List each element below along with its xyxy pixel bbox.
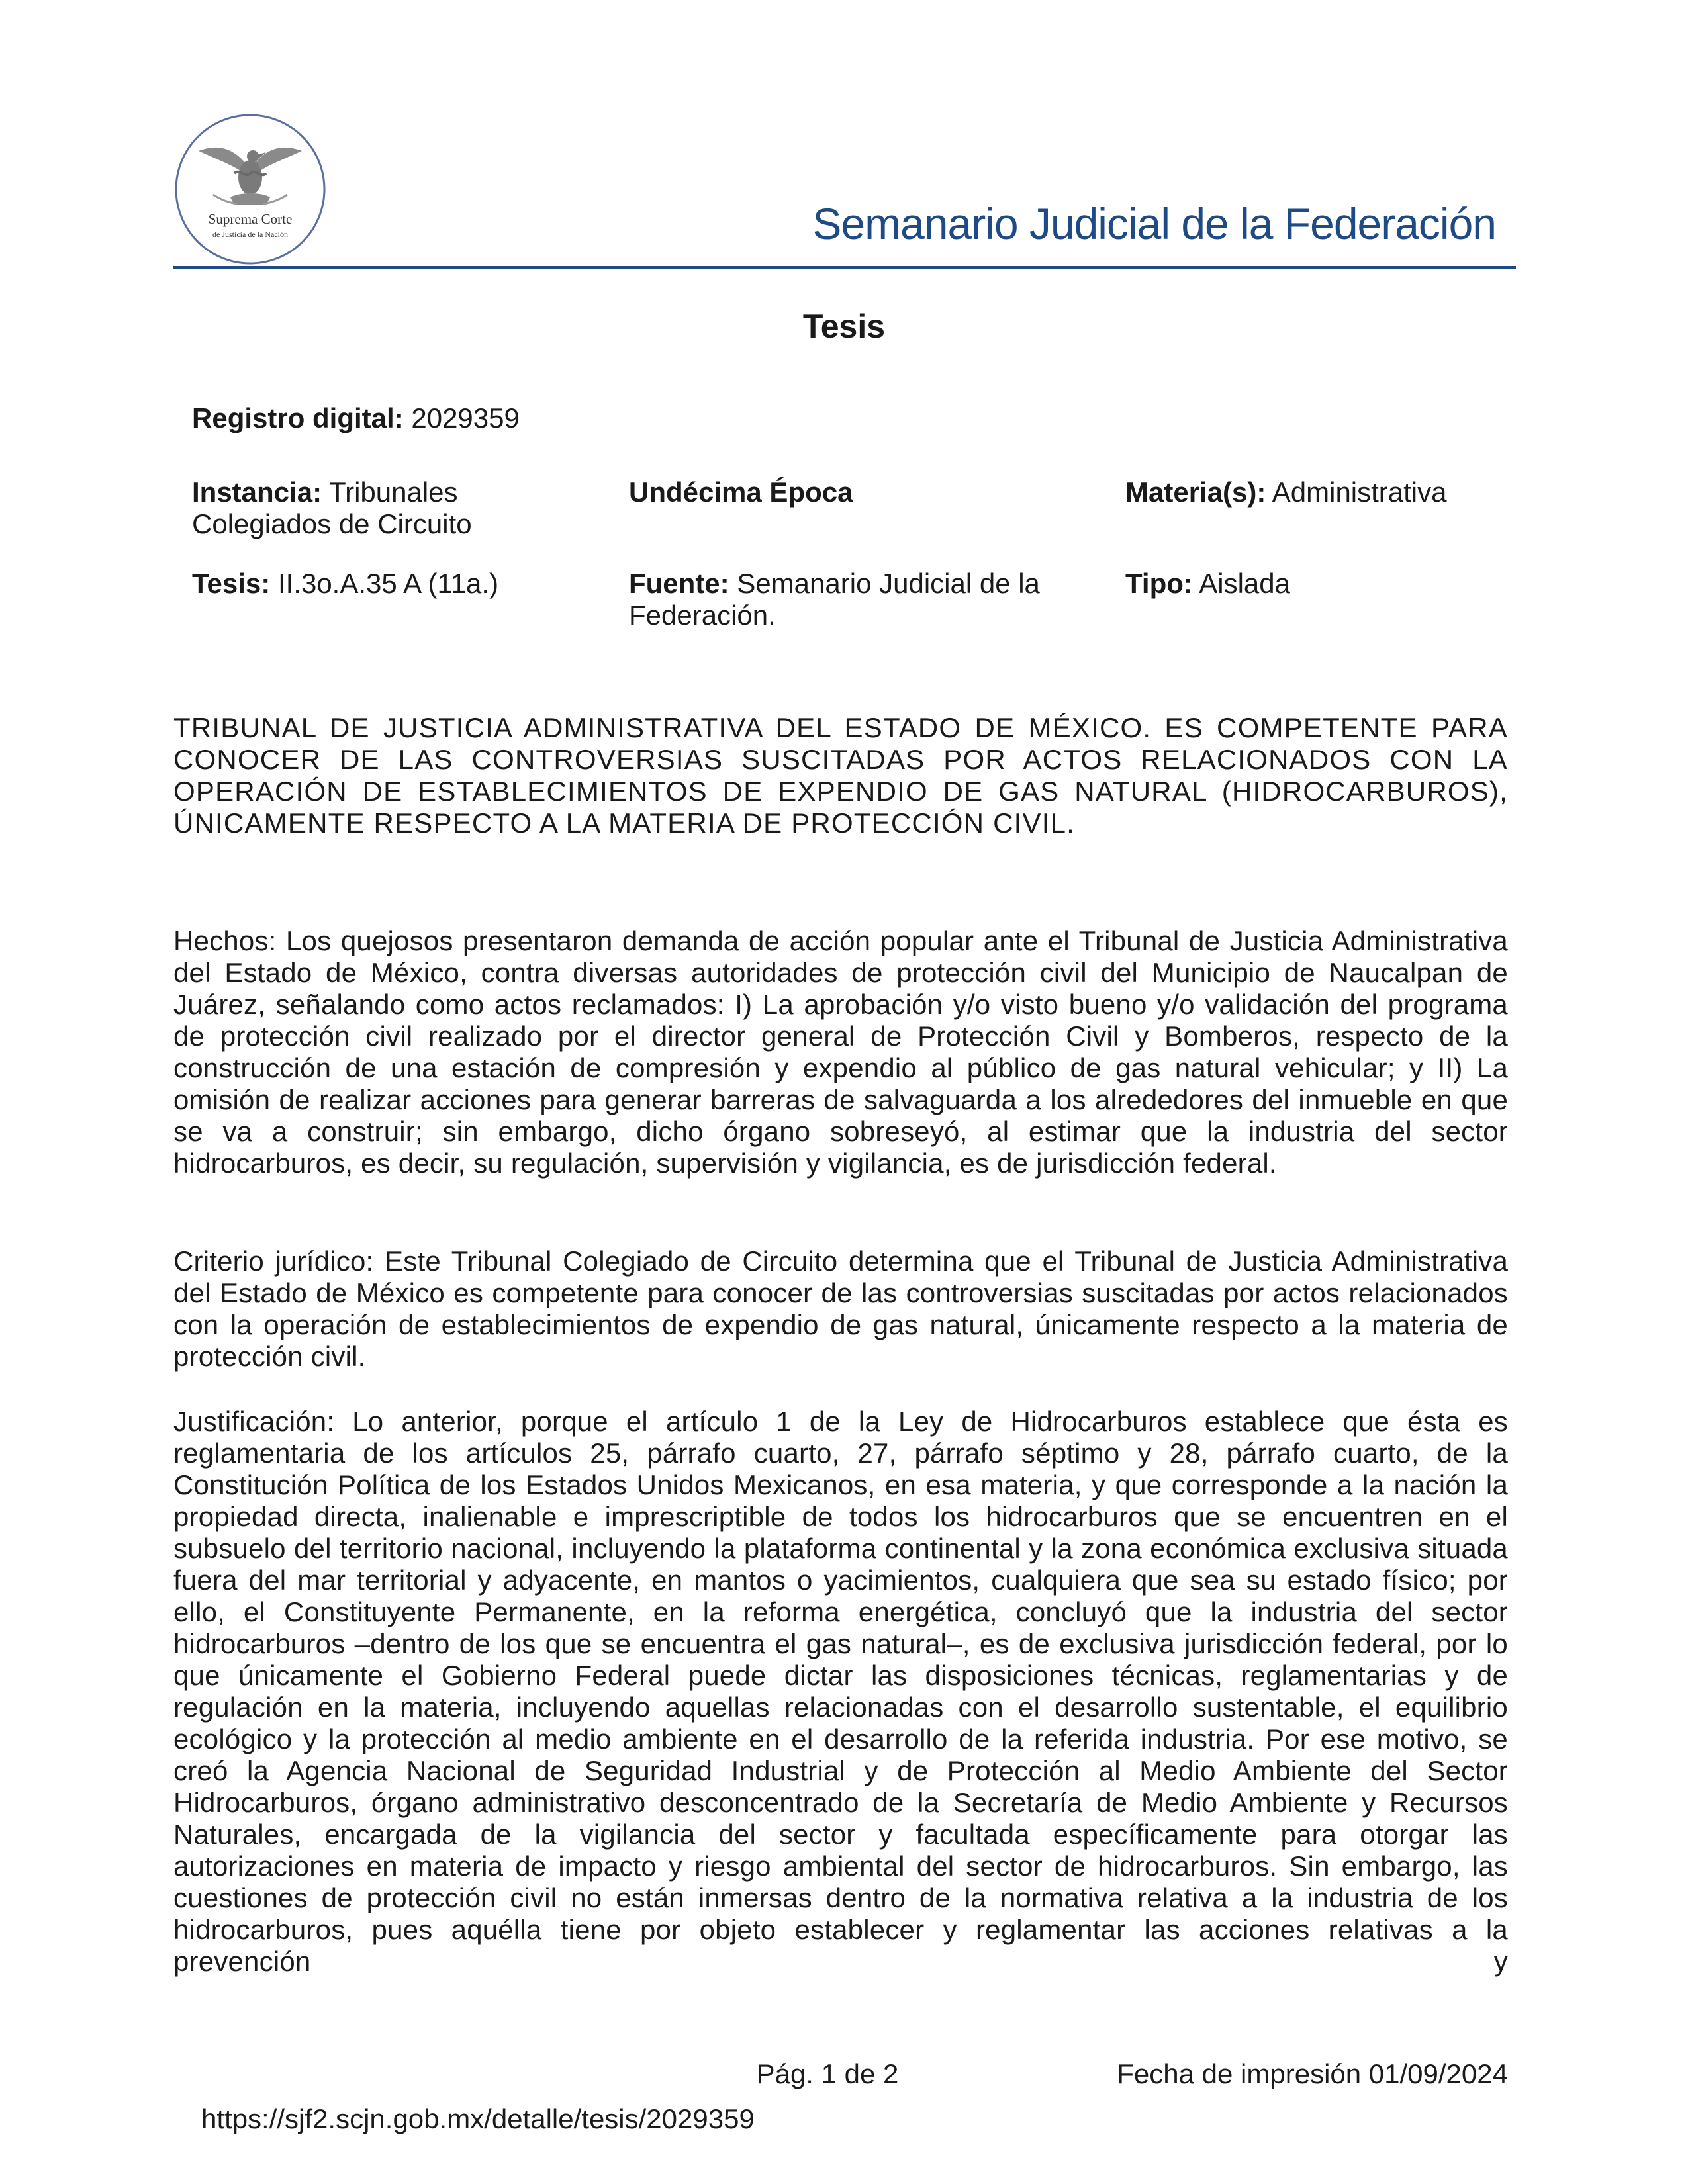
tesis-field [192, 568, 563, 600]
source-url: https://sjf2.scjn.gob.mx/detalle/tesis/2029359 [201, 2103, 755, 2134]
hechos-paragraph: Hechos: Los quejosos presentaron demanda de acción popular ante el Tribunal de Justicia Administrativa del Estado de México, contra diversas autoridades de protección civil del Municipio de Naucalpan de Juárez, señalando como actos reclamados: I) La aprobación y/o visto bueno y/o validación del programa de protección civil realizado por el director general de Protección Civil y Bomberos, respecto de la construcción de una estación de compresión y expendio al público de gas natural vehicular; y II) La omisión de realizar acciones para generar barreras de salvaguarda a los alrededores del inmueble en que se va a construir; sin embargo, dicho órgano sobreseyó, al estimar que la industria del sector hidrocarburos, es decir, su regulación, supervisión y vigilancia, es de jurisdicción federal. [173, 925, 1508, 1179]
header-divider [173, 266, 1516, 269]
instancia-label: Instancia: [192, 477, 322, 508]
materia-value: Administrativa [1272, 477, 1447, 508]
fuente-label: Fuente: [629, 568, 729, 599]
logo-line-2: de Justicia de la Nación [212, 230, 288, 239]
registro-label: Registro digital: [192, 402, 404, 433]
tesis-label: Tesis: [192, 568, 271, 599]
print-date: Fecha de impresión 01/09/2024 [1117, 2058, 1508, 2089]
page-number: Pág. 1 de 2 [756, 2058, 899, 2089]
tipo-value: Aislada [1199, 568, 1290, 599]
materia-field [1125, 477, 1523, 508]
tipo-label: Tipo: [1125, 568, 1193, 599]
scjn-logo [173, 113, 327, 266]
tesis-value: II.3o.A.35 A (11a.) [277, 568, 499, 599]
epoca-field [629, 477, 1092, 508]
tipo-field [1125, 568, 1523, 600]
suprema-corte-eagle-seal-icon [173, 113, 327, 266]
instancia-field [192, 477, 563, 540]
thesis-heading: TRIBUNAL DE JUSTICIA ADMINISTRATIVA DEL ESTADO DE MÉXICO. ES COMPETENTE PARA CONOCER DE LAS CONTROVERSIAS SUSCITADAS POR ACTOS RELACIONADOS CON LA OPERACIÓN DE ESTABLECIMIENTOS DE EXPENDIO DE GAS NATURAL (HIDROCARBUROS), ÚNICAMENTE RESPECTO A LA MATERIA DE PROTECCIÓN CIVIL. [173, 712, 1508, 839]
fuente-value: Semanario Judicial de la Federación. [629, 568, 1040, 631]
document-type-title: Tesis [802, 308, 886, 345]
site-title: Semanario Judicial de la Federación [812, 199, 1496, 248]
epoca-label: Undécima Época [629, 477, 853, 508]
registro-value: 2029359 [411, 402, 520, 433]
justificacion-paragraph: Justificación: Lo anterior, porque el artículo 1 de la Ley de Hidrocarburos establece que ésta es reglamentaria de los artículos 25, párrafo cuarto, 27, párrafo séptimo y 28, párrafo cuarto, de la Constitución Política de los Estados Unidos Mexicanos, en esa materia, y que corresponde a la nación la propiedad directa, inalienable e imprescriptible de todos los hidrocarburos que se encuentren en el subsuelo del territorio nacional, incluyendo la plataforma continental y la zona económica exclusiva situada fuera del mar territorial y adyacente, en mantos o yacimientos, cualquiera que sea su estado físico; por ello, el Constituyente Permanente, en la reforma energética, concluyó que la industria del sector hidrocarburos –dentro de los que se encuentra el gas natural–, es de exclusiva jurisdicción federal, por lo que únicamente el Gobierno Federal puede dictar las disposiciones técnicas, reglamentarias y de regulación en la materia, incluyendo aquellas relacionadas con el desarrollo sustentable, el equilibrio ecológico y la protección al medio ambiente en el desarrollo de la referida industria. Por ese motivo, se creó la Agencia Nacional de Seguridad Industrial y de Protección al Medio Ambiente del Sector Hidrocarburos, órgano administrativo desconcentrado de la Secretaría de Medio Ambiente y Recursos Naturales, encargada de la vigilancia del sector y facultada específicamente para otorgar las autorizaciones en materia de impacto y riesgo ambiental del sector de hidrocarburos. Sin embargo, las cuestiones de protección civil no están inmersas dentro de la normativa relativa a la industria de los hidrocarburos, pues aquélla tiene por objeto establecer y reglamentar las acciones relativas a la prevención y [173, 1406, 1508, 1977]
instancia-value: Tribunales Colegiados de Circuito [192, 477, 472, 539]
fuente-field [629, 568, 1092, 631]
logo-line-1: Suprema Corte [208, 211, 293, 227]
materia-label: Materia(s): [1125, 477, 1266, 508]
criterio-paragraph: Criterio jurídico: Este Tribunal Colegiado de Circuito determina que el Tribunal de Justicia Administrativa del Estado de México es competente para conocer de las controversias suscitadas por actos relacionados con la operación de establecimientos de expendio de gas natural, únicamente respecto a la materia de protección civil. [173, 1246, 1508, 1372]
registro-digital [192, 402, 788, 434]
